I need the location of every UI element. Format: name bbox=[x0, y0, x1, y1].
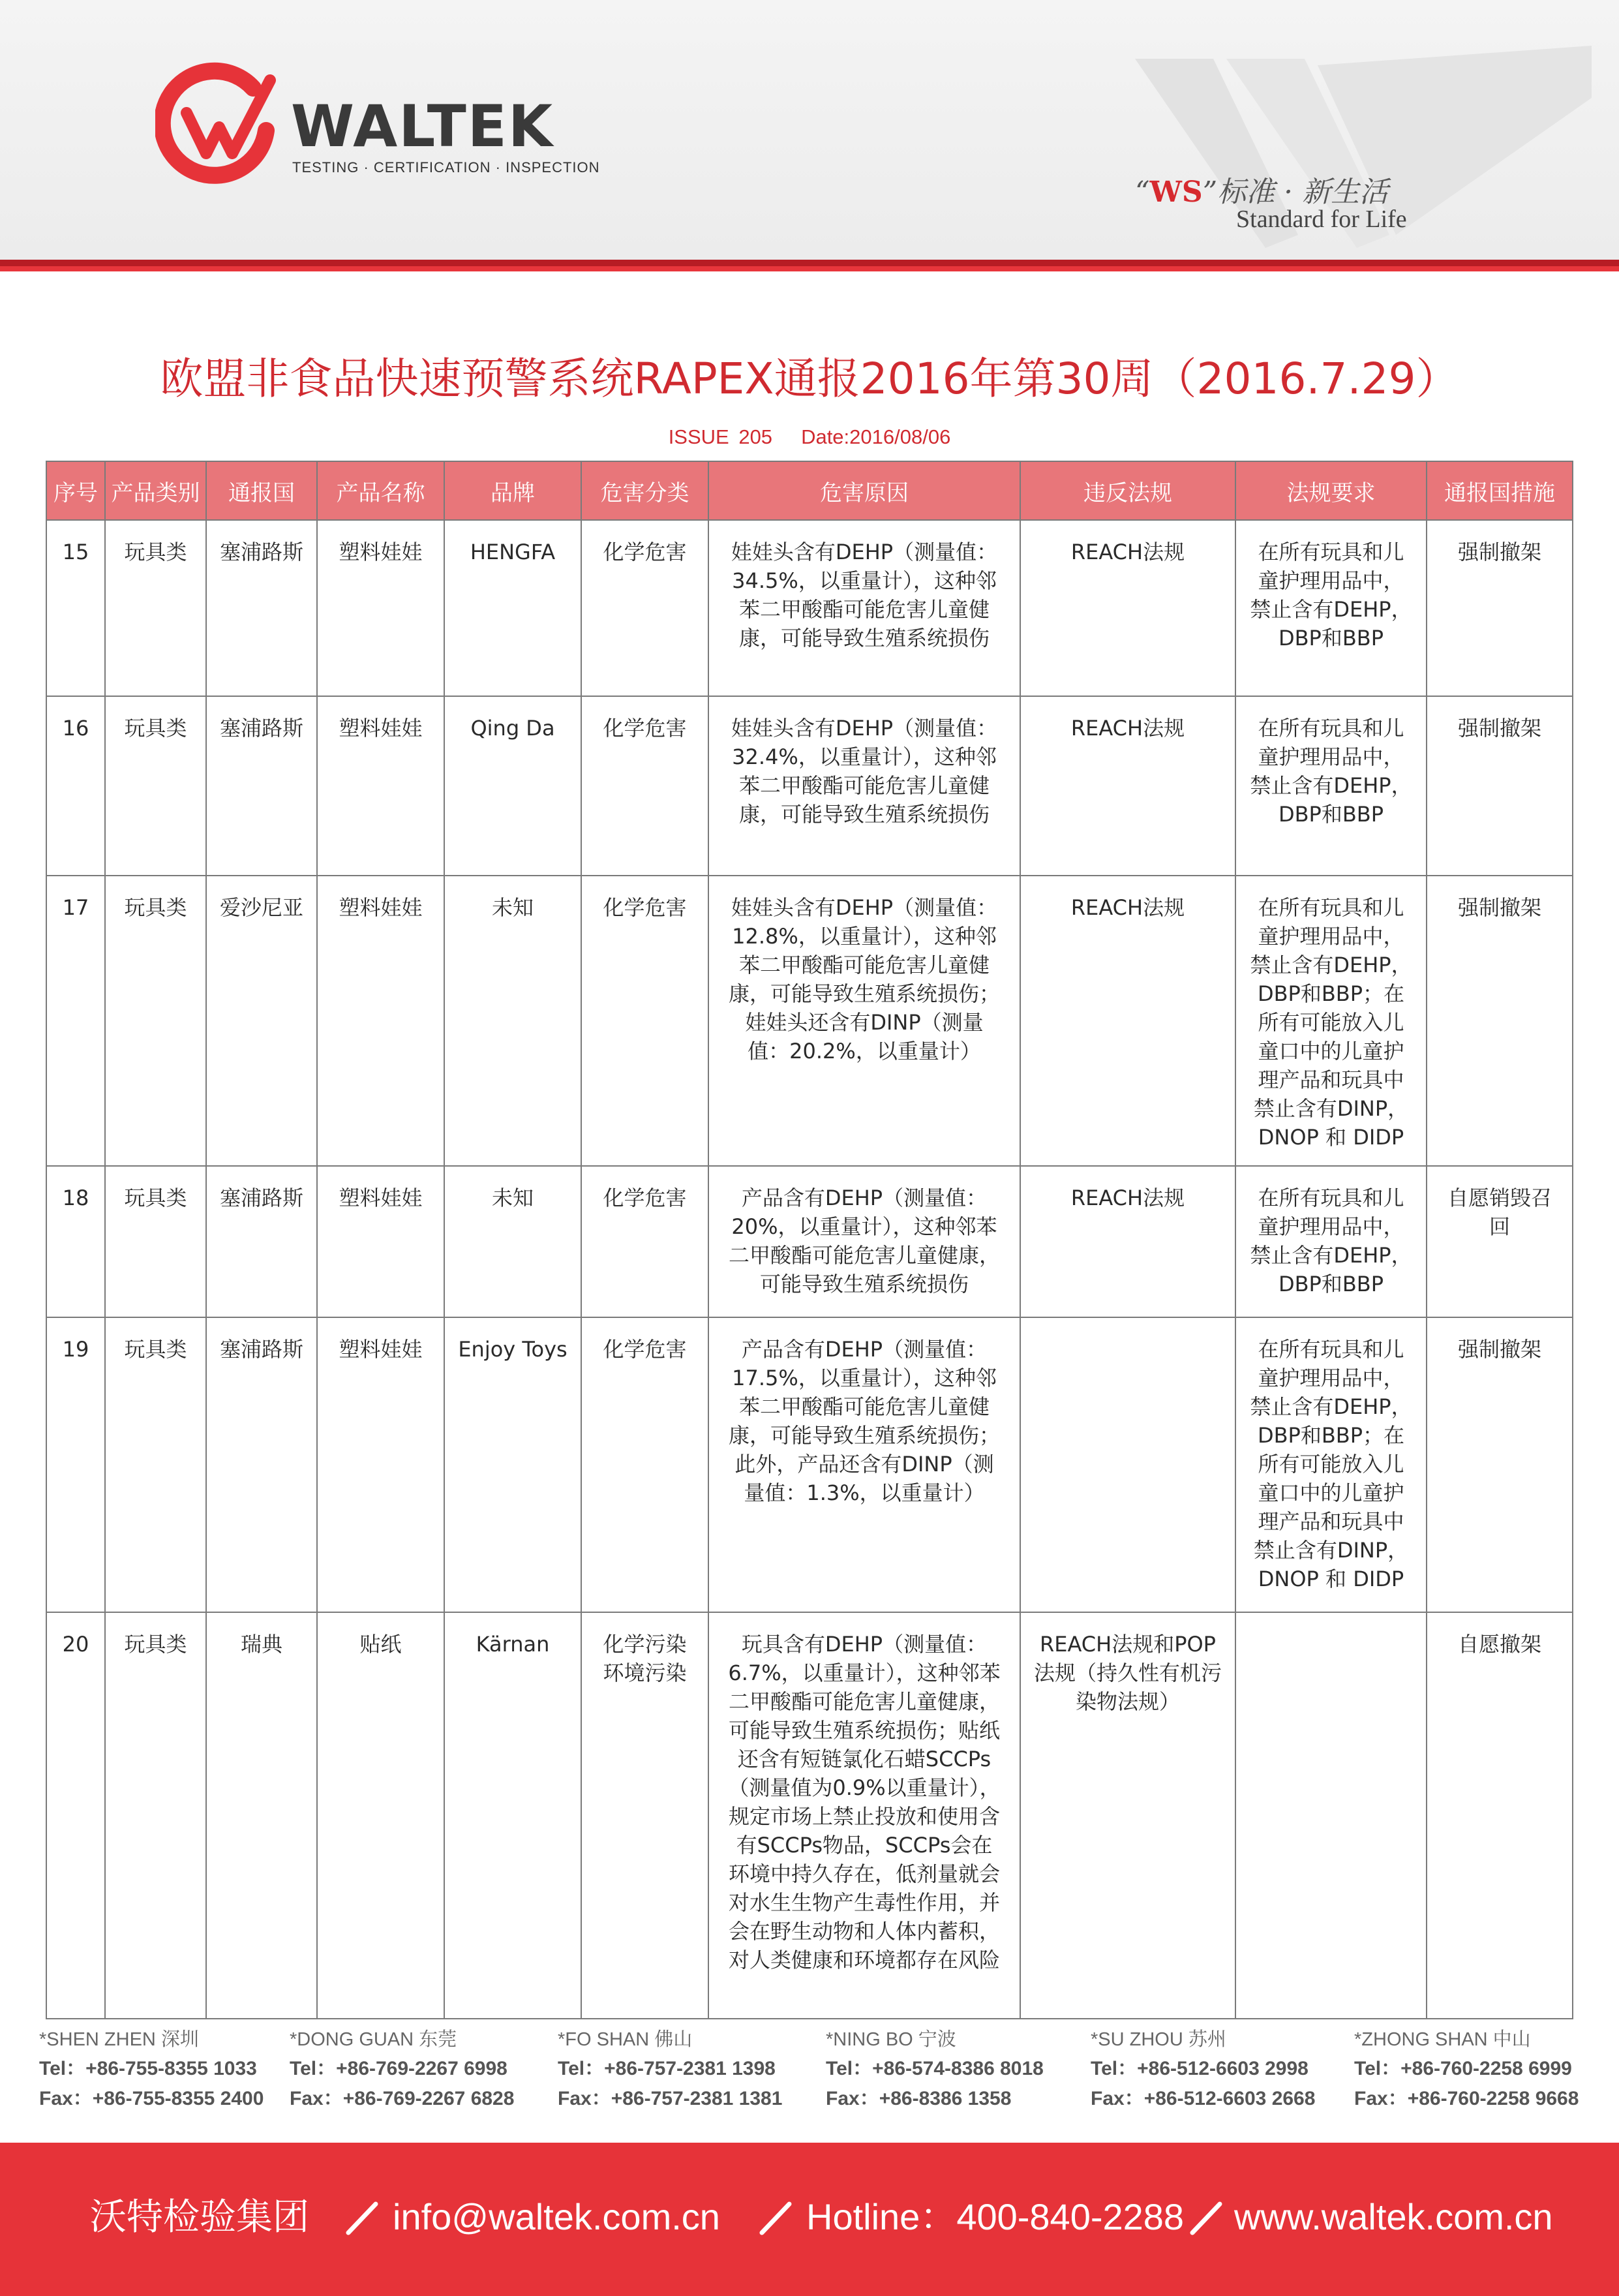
office-tel: Tel：+86-757-2381 1398 bbox=[558, 2058, 776, 2079]
cell-hazard-type: 化学危害 bbox=[581, 876, 708, 1166]
cell-category: 玩具类 bbox=[105, 1612, 206, 2019]
hotline: Hotline：400-840-2288 bbox=[806, 2196, 1185, 2237]
cell-measure: 强制撤架 bbox=[1427, 520, 1573, 696]
cell-hazard-type: 化学危害 bbox=[581, 1166, 708, 1317]
cell-requirement: 在所有玩具和儿童护理用品中，禁止含有DEHP，DBP和BBP bbox=[1235, 1166, 1427, 1317]
cell-no: 15 bbox=[46, 520, 105, 696]
waltek-logo-icon bbox=[155, 62, 279, 186]
office-tel: Tel：+86-512-6603 2998 bbox=[1091, 2058, 1309, 2079]
cell-product: 塑料娃娃 bbox=[317, 1317, 444, 1612]
header-band bbox=[0, 0, 1619, 260]
office-contacts bbox=[39, 2025, 1605, 2123]
office-city: *FO SHAN 佛山 bbox=[558, 2029, 693, 2050]
cell-brand: Qing Da bbox=[444, 696, 581, 876]
website-link[interactable]: www.waltek.com.cn bbox=[1234, 2196, 1553, 2237]
cell-brand: Enjoy Toys bbox=[444, 1317, 581, 1612]
cell-requirement bbox=[1235, 1612, 1427, 2019]
office-fax: Fax：+86-755-8355 2400 bbox=[39, 2088, 264, 2109]
col-header: 产品类别 bbox=[105, 461, 206, 520]
brand-name: WALTEK bbox=[291, 93, 554, 160]
cell-regulation bbox=[1020, 1317, 1235, 1612]
office-tel: Tel：+86-760-2258 6999 bbox=[1354, 2058, 1572, 2079]
email-link[interactable]: info@waltek.com.cn bbox=[393, 2196, 720, 2237]
group-name: 沃特检验集团 bbox=[90, 2196, 309, 2237]
issue-line bbox=[0, 425, 1619, 449]
cell-no: 17 bbox=[46, 876, 105, 1166]
office-zhongshan bbox=[1354, 2025, 1615, 2114]
office-city: *NING BO 宁波 bbox=[826, 2029, 956, 2050]
slogan-mark: WS bbox=[1149, 176, 1203, 209]
col-header: 法规要求 bbox=[1235, 461, 1427, 520]
col-header: 违反法规 bbox=[1020, 461, 1235, 520]
cell-country: 塞浦路斯 bbox=[206, 1317, 317, 1612]
table-header-row bbox=[46, 461, 1573, 520]
office-tel: Tel：+86-574-8386 8018 bbox=[826, 2058, 1044, 2079]
rapex-notice-table bbox=[46, 461, 1573, 2019]
cell-hazard-reason: 产品含有DEHP（测量值：20%，以重量计），这种邻苯二甲酸酯可能危害儿童健康，可能导致生殖系统损伤 bbox=[708, 1166, 1020, 1317]
office-foshan bbox=[558, 2025, 819, 2114]
cell-country: 塞浦路斯 bbox=[206, 520, 317, 696]
col-header: 通报国措施 bbox=[1427, 461, 1573, 520]
col-header: 品牌 bbox=[444, 461, 581, 520]
cell-measure: 强制撤架 bbox=[1427, 696, 1573, 876]
col-header: 危害分类 bbox=[581, 461, 708, 520]
cell-product: 贴纸 bbox=[317, 1612, 444, 2019]
office-fax: Fax：+86-512-6603 2668 bbox=[1091, 2088, 1316, 2109]
cell-product: 塑料娃娃 bbox=[317, 520, 444, 696]
office-fax: Fax：+86-769-2267 6828 bbox=[290, 2088, 515, 2109]
cell-no: 19 bbox=[46, 1317, 105, 1612]
office-ningbo bbox=[826, 2025, 1087, 2114]
cell-no: 16 bbox=[46, 696, 105, 876]
cell-hazard-type: 化学危害 bbox=[581, 520, 708, 696]
cell-product: 塑料娃娃 bbox=[317, 696, 444, 876]
col-header: 危害原因 bbox=[708, 461, 1020, 520]
cell-regulation: REACH法规 bbox=[1020, 1166, 1235, 1317]
issue-date: Date:2016/08/06 bbox=[801, 425, 951, 448]
cell-product: 塑料娃娃 bbox=[317, 1166, 444, 1317]
cell-category: 玩具类 bbox=[105, 1166, 206, 1317]
cell-brand: HENGFA bbox=[444, 520, 581, 696]
office-dongguan bbox=[290, 2025, 551, 2114]
cell-measure: 强制撤架 bbox=[1427, 876, 1573, 1166]
header-divider-accent bbox=[0, 266, 1619, 271]
cell-category: 玩具类 bbox=[105, 520, 206, 696]
cell-hazard-type: 化学污染环境污染 bbox=[581, 1612, 708, 2019]
office-city: *SU ZHOU 苏州 bbox=[1091, 2029, 1226, 2050]
col-header: 产品名称 bbox=[317, 461, 444, 520]
cell-hazard-reason: 玩具含有DEHP（测量值：6.7%，以重量计），这种邻苯二甲酸酯可能危害儿童健康，可能导致生殖系统损伤；贴纸还含有短链氯化石蜡SCCPs（测量值为0.9%以重量计），规定市场上禁止投放和使用含有SCCPs物品，SCCPs会在环境中持久存在，低剂量就会对水生生物产生毒性作用，并会在野生动物和人体内蓄积，对人类健康和环境都存在风险 bbox=[708, 1612, 1020, 2019]
cell-requirement: 在所有玩具和儿童护理用品中，禁止含有DEHP，DBP和BBP；在所有可能放入儿童口中的儿童护理产品和玩具中禁止含有DINP，DNOP 和 DIDP bbox=[1235, 1317, 1427, 1612]
office-suzhou bbox=[1091, 2025, 1352, 2114]
cell-brand: 未知 bbox=[444, 1166, 581, 1317]
office-city: *SHEN ZHEN 深圳 bbox=[39, 2029, 199, 2050]
cell-country: 瑞典 bbox=[206, 1612, 317, 2019]
col-header: 序号 bbox=[46, 461, 105, 520]
col-header: 通报国 bbox=[206, 461, 317, 520]
cell-measure: 自愿销毁召回 bbox=[1427, 1166, 1573, 1317]
header-divider bbox=[0, 260, 1619, 266]
cell-product: 塑料娃娃 bbox=[317, 876, 444, 1166]
slash-divider-icon bbox=[1188, 2200, 1224, 2237]
cell-measure: 强制撤架 bbox=[1427, 1317, 1573, 1612]
cell-measure: 自愿撤架 bbox=[1427, 1612, 1573, 2019]
cell-country: 塞浦路斯 bbox=[206, 1166, 317, 1317]
cell-hazard-type: 化学危害 bbox=[581, 696, 708, 876]
office-city: *DONG GUAN 东莞 bbox=[290, 2029, 457, 2050]
cell-requirement: 在所有玩具和儿童护理用品中，禁止含有DEHP，DBP和BBP；在所有可能放入儿童口中的儿童护理产品和玩具中禁止含有DINP，DNOP 和 DIDP bbox=[1235, 876, 1427, 1166]
table-row bbox=[46, 1166, 1573, 1317]
cell-country: 爱沙尼亚 bbox=[206, 876, 317, 1166]
page-title: 欧盟非食品快速预警系统RAPEX通报2016年第30周（2016.7.29） bbox=[160, 354, 1459, 404]
table-row bbox=[46, 520, 1573, 696]
office-tel: Tel：+86-755-8355 1033 bbox=[39, 2058, 257, 2079]
table-row bbox=[46, 1317, 1573, 1612]
cell-category: 玩具类 bbox=[105, 1317, 206, 1612]
cell-brand: 未知 bbox=[444, 876, 581, 1166]
issue-number: ISSUE 205 bbox=[668, 425, 773, 448]
cell-requirement: 在所有玩具和儿童护理用品中，禁止含有DEHP，DBP和BBP bbox=[1235, 696, 1427, 876]
cell-brand: Kärnan bbox=[444, 1612, 581, 2019]
cell-regulation: REACH法规 bbox=[1020, 696, 1235, 876]
cell-regulation: REACH法规 bbox=[1020, 520, 1235, 696]
office-fax: Fax：+86-757-2381 1381 bbox=[558, 2088, 783, 2109]
cell-hazard-type: 化学危害 bbox=[581, 1317, 708, 1612]
brand-tagline: TESTING · CERTIFICATION · INSPECTION bbox=[292, 159, 600, 176]
cell-no: 18 bbox=[46, 1166, 105, 1317]
slash-divider-icon bbox=[758, 2200, 793, 2237]
slash-divider-icon bbox=[344, 2200, 380, 2237]
office-fax: Fax：+86-8386 1358 bbox=[826, 2088, 1012, 2109]
brand-slogan: “WS”标准 · 新生活 bbox=[1135, 176, 1389, 209]
office-shenzhen bbox=[39, 2025, 300, 2114]
brand-slogan-en: Standard for Life bbox=[1236, 206, 1407, 233]
cell-requirement: 在所有玩具和儿童护理用品中，禁止含有DEHP，DBP和BBP bbox=[1235, 520, 1427, 696]
cell-hazard-reason: 娃娃头含有DEHP（测量值：34.5%，以重量计），这种邻苯二甲酸酯可能危害儿童健康，可能导致生殖系统损伤 bbox=[708, 520, 1020, 696]
office-city: *ZHONG SHAN 中山 bbox=[1354, 2029, 1531, 2050]
cell-regulation: REACH法规 bbox=[1020, 876, 1235, 1166]
cell-category: 玩具类 bbox=[105, 696, 206, 876]
cell-hazard-reason: 产品含有DEHP（测量值：17.5%，以重量计），这种邻苯二甲酸酯可能危害儿童健康，可能导致生殖系统损伤；此外，产品还含有DINP（测量值：1.3%，以重量计） bbox=[708, 1317, 1020, 1612]
cell-no: 20 bbox=[46, 1612, 105, 2019]
table-header bbox=[46, 461, 1573, 520]
cell-country: 塞浦路斯 bbox=[206, 696, 317, 876]
bottom-contact-bar bbox=[0, 2143, 1619, 2296]
cell-regulation: REACH法规和POP法规（持久性有机污染物法规） bbox=[1020, 1612, 1235, 2019]
table-row bbox=[46, 696, 1573, 876]
cell-hazard-reason: 娃娃头含有DEHP（测量值：32.4%，以重量计），这种邻苯二甲酸酯可能危害儿童健康，可能导致生殖系统损伤 bbox=[708, 696, 1020, 876]
table-row bbox=[46, 1612, 1573, 2019]
cell-category: 玩具类 bbox=[105, 876, 206, 1166]
office-tel: Tel：+86-769-2267 6998 bbox=[290, 2058, 507, 2079]
hotline-number[interactable]: 400-840-2288 bbox=[956, 2196, 1185, 2237]
office-fax: Fax：+86-760-2258 9668 bbox=[1354, 2088, 1579, 2109]
cell-hazard-reason: 娃娃头含有DEHP（测量值：12.8%，以重量计），这种邻苯二甲酸酯可能危害儿童健康，可能导致生殖系统损伤；娃娃头还含有DINP（测量值：20.2%，以重量计） bbox=[708, 876, 1020, 1166]
table-row bbox=[46, 876, 1573, 1166]
